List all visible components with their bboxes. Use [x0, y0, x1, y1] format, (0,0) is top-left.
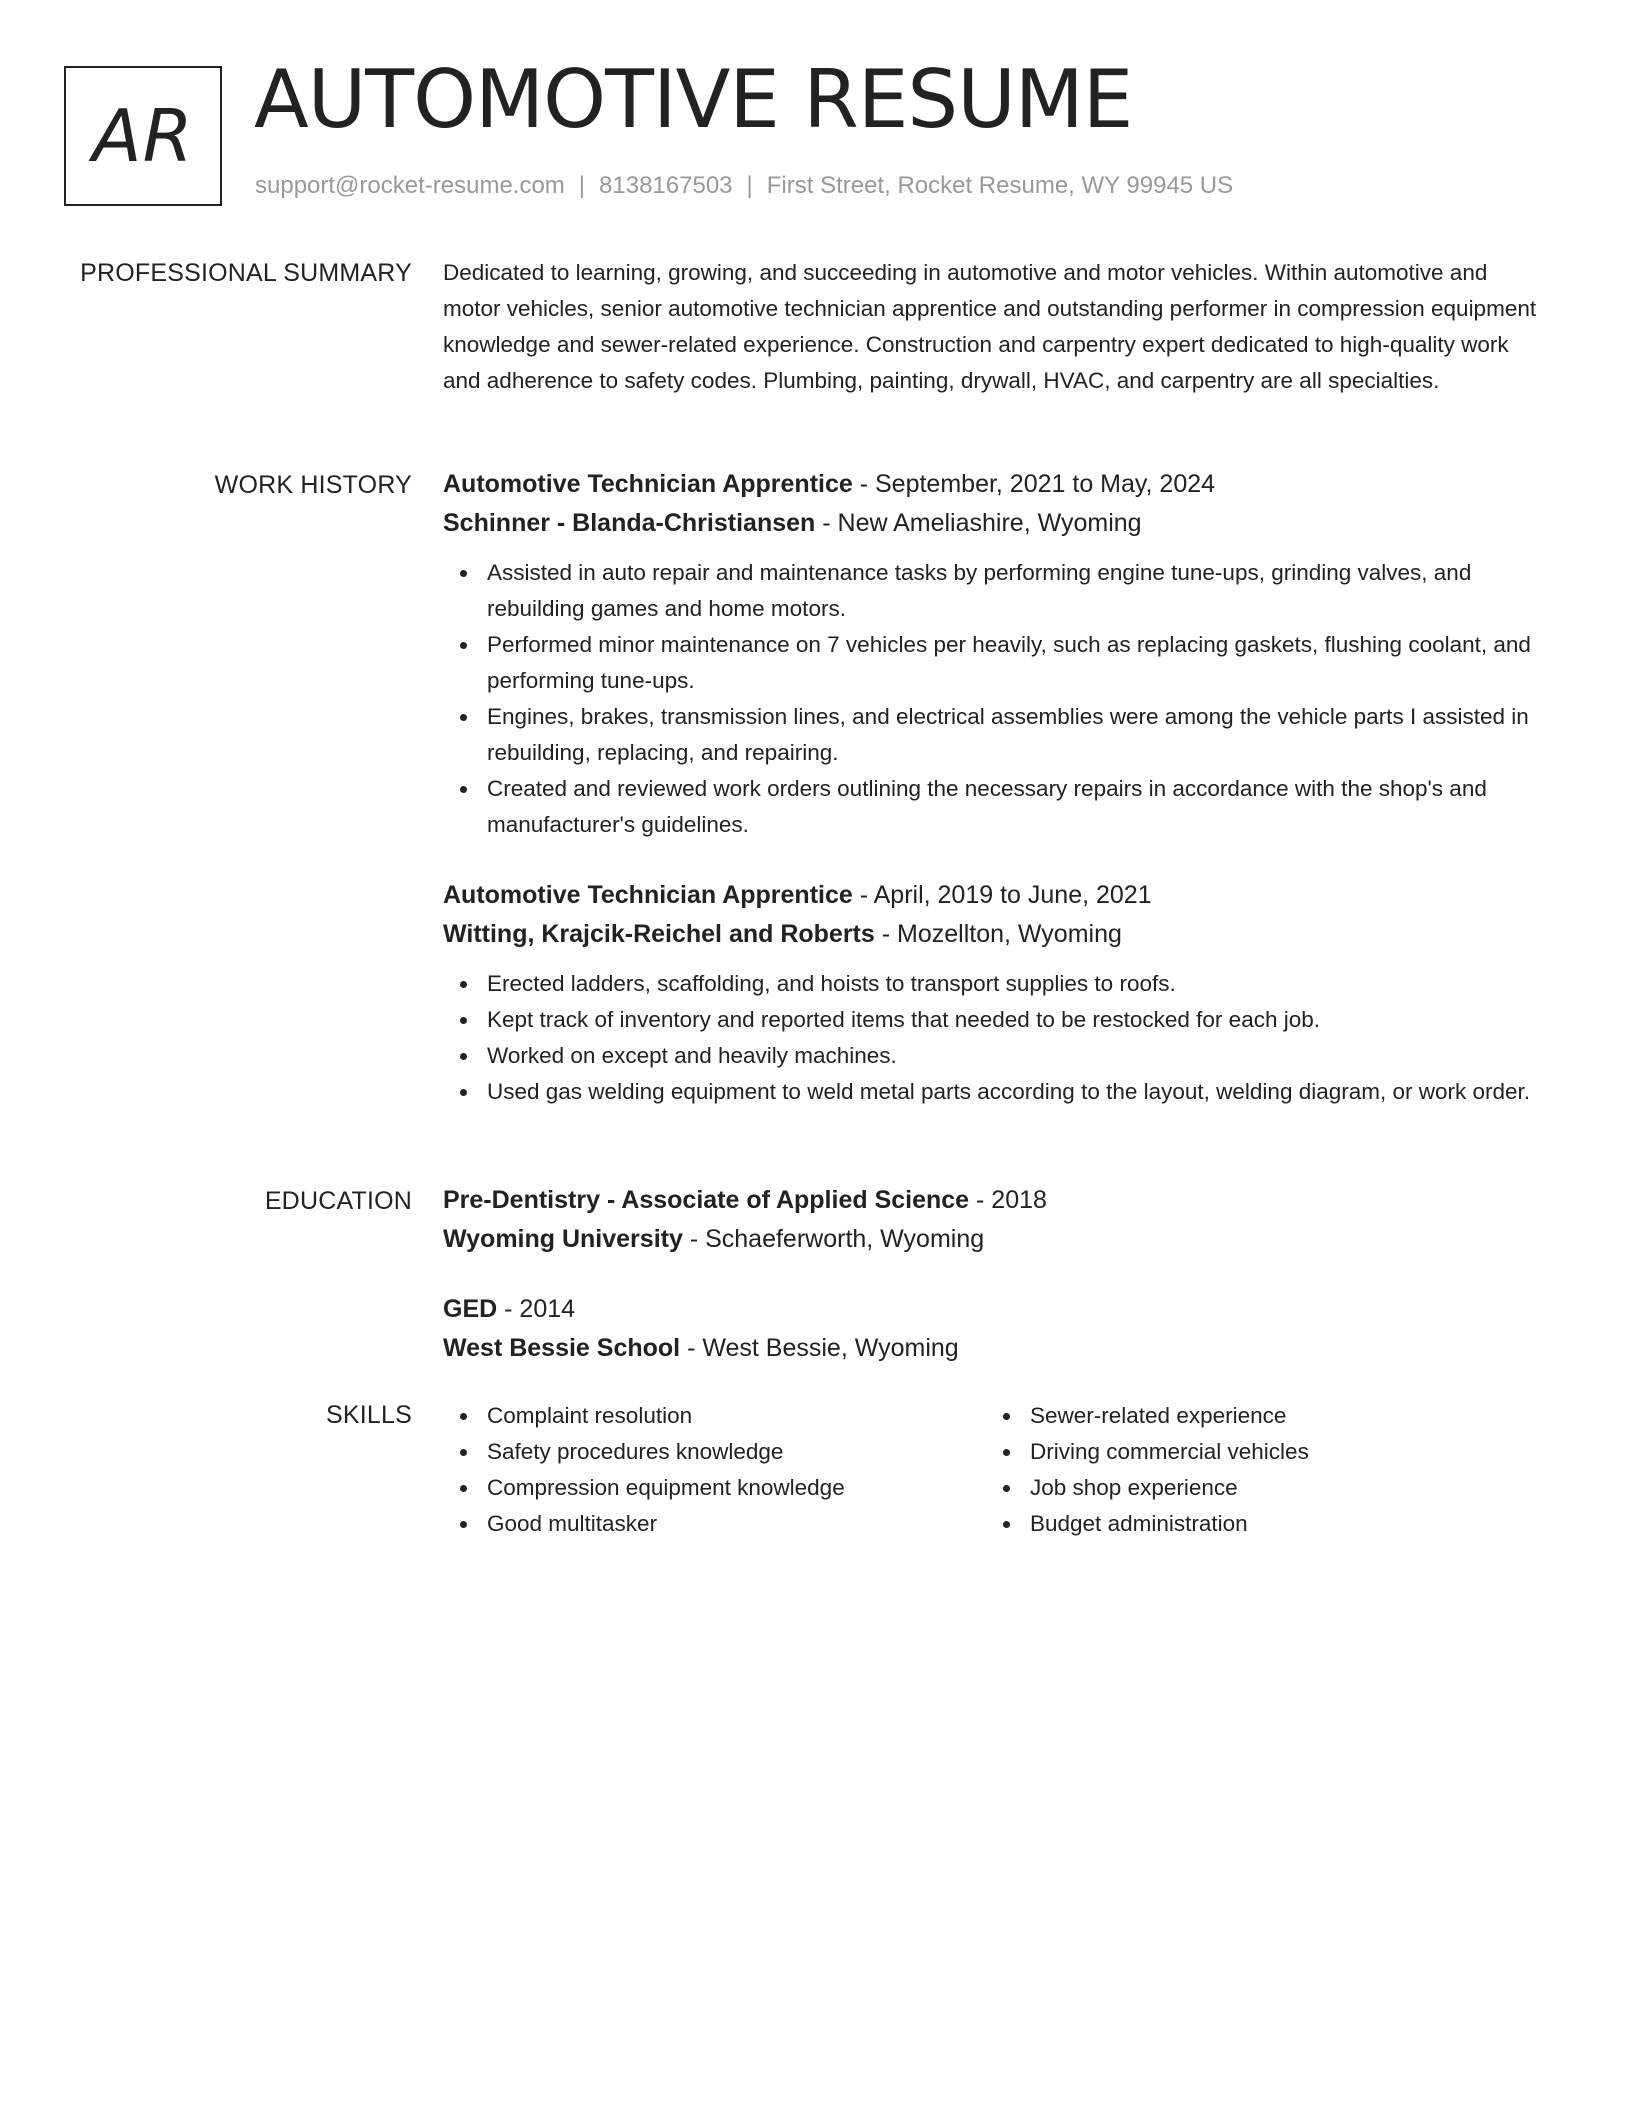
job-title: Automotive Technician Apprentice [443, 470, 853, 498]
skill-item: Job shop experience [986, 1470, 1506, 1506]
school-line [443, 1329, 1548, 1368]
monogram-initials: AR [92, 94, 194, 178]
skill-item: Complaint resolution [443, 1398, 963, 1434]
job-dates: - April, 2019 to June, 2021 [859, 881, 1152, 909]
education-entry [443, 1181, 1548, 1259]
contact-phone: 8138167503 [599, 172, 733, 199]
school-line [443, 1220, 1548, 1259]
job-duty-item: Worked on except and heavily machines. [443, 1038, 1548, 1074]
job-duty-item: Assisted in auto repair and maintenance tasks by performing engine tune-ups, grinding valves, and rebuilding games and home motors. [443, 555, 1548, 627]
job-title: Automotive Technician Apprentice [443, 881, 853, 909]
skill-item: Driving commercial vehicles [986, 1434, 1506, 1470]
job-company: Witting, Krajcik-Reichel and Roberts [443, 920, 875, 948]
skill-item: Sewer-related experience [986, 1398, 1506, 1434]
job-duty-item: Performed minor maintenance on 7 vehicles per heavily, such as replacing gaskets, flushing coolant, and performing tune-ups. [443, 627, 1548, 699]
summary-heading: PROFESSIONAL SUMMARY [80, 259, 412, 287]
contact-separator: | [746, 172, 753, 199]
job-entry [443, 465, 1548, 843]
job-location: - New Ameliashire, Wyoming [822, 509, 1142, 537]
skills-column-left [443, 1398, 963, 1542]
summary-text: Dedicated to learning, growing, and succeeding in automotive and motor vehicles. Within automotive and motor vehicles, senior automotive technician apprentice and outstanding performer in compression equipment knowledge and sewer-related experience. Construction and carpentry expert dedicated to high-quality work and adherence to safety codes. Plumbing, painting, drywall, HVAC, and carpentry are all specialties. [443, 260, 1537, 393]
job-duties [443, 966, 1548, 1110]
skills-heading: SKILLS [326, 1401, 412, 1429]
resume-title: AUTOMOTIVE RESUME [254, 53, 1133, 146]
job-title-line [443, 465, 1548, 504]
job-duty-item: Created and reviewed work orders outlining the necessary repairs in accordance with the shop's and manufacturer's guidelines. [443, 771, 1548, 843]
job-duty-item: Erected ladders, scaffolding, and hoists to transport supplies to roofs. [443, 966, 1548, 1002]
job-title-line [443, 876, 1548, 915]
job-dates: - September, 2021 to May, 2024 [859, 470, 1216, 498]
job-company-line [443, 504, 1548, 543]
job-duty-item: Engines, brakes, transmission lines, and electrical assemblies were among the vehicle parts I assisted in rebuilding, replacing, and repairing. [443, 699, 1548, 771]
job-company-line [443, 915, 1548, 954]
skill-item: Safety procedures knowledge [443, 1434, 963, 1470]
skills-column-right [986, 1398, 1506, 1542]
school-name: West Bessie School [443, 1334, 681, 1362]
job-duty-item: Used gas welding equipment to weld metal parts according to the layout, welding diagram, or work order. [443, 1074, 1548, 1110]
job-entry [443, 876, 1548, 1110]
contact-separator: | [578, 172, 586, 199]
school-location: - West Bessie, Wyoming [687, 1334, 959, 1362]
degree-name: GED [443, 1295, 498, 1323]
school-location: - Schaeferworth, Wyoming [689, 1225, 985, 1253]
education-entry [443, 1290, 1548, 1368]
degree-year: - 2014 [504, 1295, 576, 1323]
degree-year: - 2018 [976, 1186, 1047, 1214]
skill-item: Compression equipment knowledge [443, 1470, 963, 1506]
job-company: Schinner - Blanda-Christiansen [443, 509, 816, 537]
education-heading: EDUCATION [264, 1187, 412, 1215]
work-history-heading: WORK HISTORY [214, 471, 412, 499]
contact-line [255, 172, 1233, 200]
degree-name: Pre-Dentistry - Associate of Applied Science [443, 1186, 970, 1214]
degree-line [443, 1181, 1548, 1220]
monogram-box [64, 66, 222, 206]
job-location: - Mozellton, Wyoming [881, 920, 1122, 948]
job-duty-item: Kept track of inventory and reported items that needed to be restocked for each job. [443, 1002, 1548, 1038]
job-duties [443, 555, 1548, 843]
degree-line [443, 1290, 1548, 1329]
skill-item: Budget administration [986, 1506, 1506, 1542]
contact-address: First Street, Rocket Resume, WY 99945 US [766, 172, 1234, 199]
school-name: Wyoming University [443, 1225, 683, 1253]
skill-item: Good multitasker [443, 1506, 963, 1542]
contact-email: support@rocket-resume.com [255, 172, 565, 199]
